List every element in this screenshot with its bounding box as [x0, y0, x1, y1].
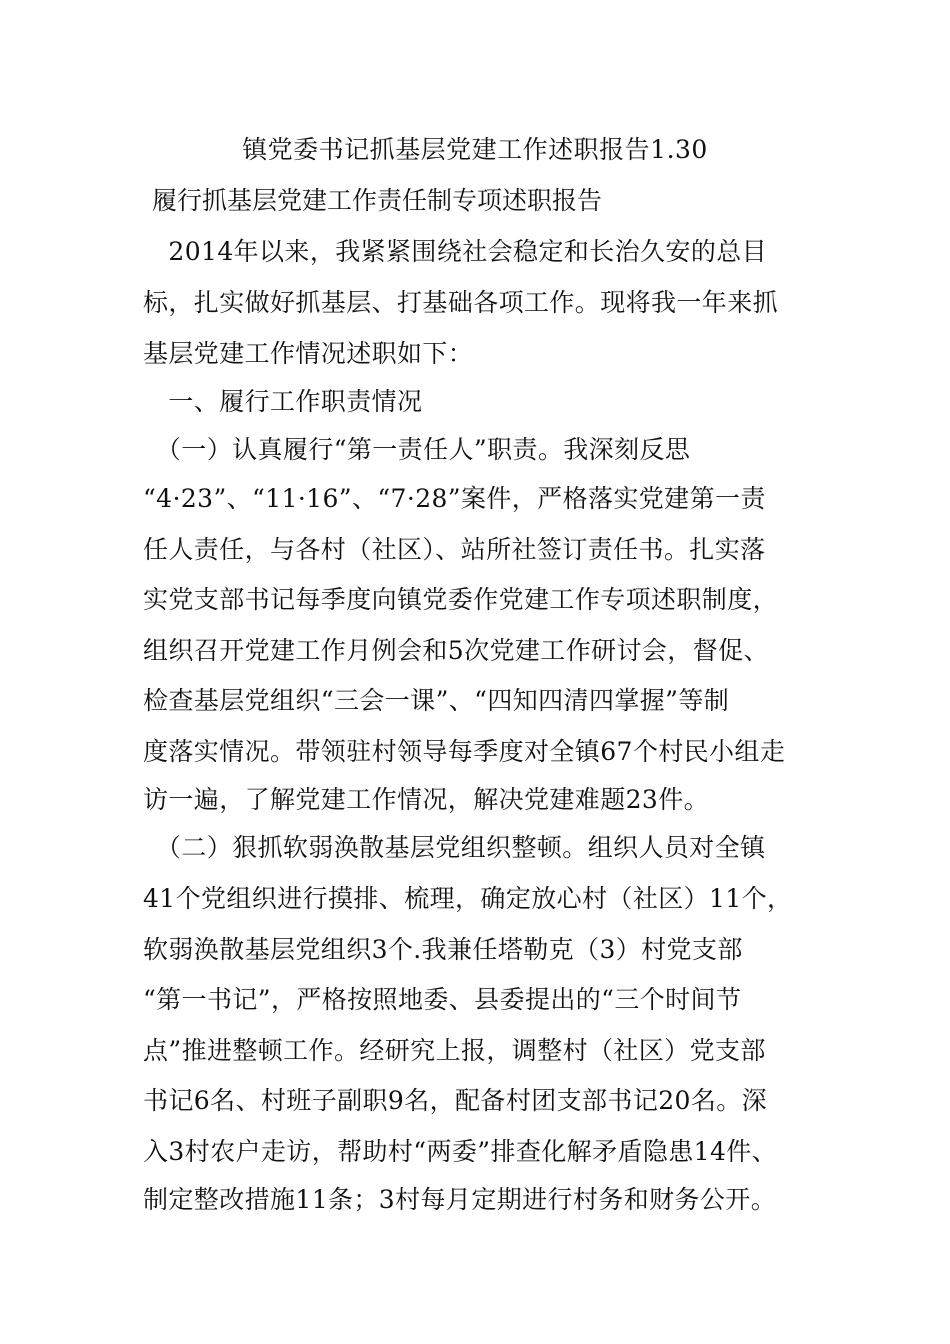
- document-title: 镇党委书记抓基层党建工作述职报告1.30: [242, 135, 708, 164]
- paragraph-line: 实党支部书记每季度向镇党委作党建工作专项述职制度，: [143, 585, 779, 614]
- paragraph-line: 2014年以来，我紧紧围绕社会稳定和长治久安的总目: [143, 237, 768, 266]
- paragraph-line: 检查基层党组织“三会一课”、“四知四清四掌握”等制: [143, 686, 730, 715]
- paragraph-line: “4·23”、“11·16”、“7·28”案件，严格落实党建第一责: [143, 484, 766, 513]
- paragraph-line: （二）狠抓软弱涣散基层党组织整顿。组织人员对全镇: [143, 833, 766, 862]
- document-subtitle: 履行抓基层党建工作责任制专项述职报告: [152, 186, 603, 215]
- paragraph-line: 度落实情况。带领驻村领导每季度对全镇67个村民小组走: [143, 737, 786, 766]
- paragraph-line: “第一书记”，严格按照地委、县委提出的“三个时间节: [143, 985, 742, 1014]
- paragraph-line: 标，扎实做好抓基层、打基础各项工作。现将我一年来抓: [143, 288, 779, 317]
- paragraph-line: 组织召开党建工作月例会和5次党建工作研讨会，督促、: [143, 636, 769, 665]
- paragraph-line: 41个党组织进行摸排、梳理，确定放心村（社区）11个，: [143, 884, 793, 913]
- paragraph-line: 任人责任，与各村（社区）、站所社签订责任书。扎实落: [143, 535, 766, 564]
- paragraph-line: 书记6名、村班子副职9名，配备村团支部书记20名。深: [143, 1086, 768, 1115]
- paragraph-line: 基层党建工作情况述职如下：: [143, 339, 474, 368]
- paragraph-line: 入3村农户走访，帮助村“两委”排查化解矛盾隐患14件、: [143, 1137, 778, 1166]
- paragraph-line: 制定整改措施11条；3村每月定期进行村务和财务公开。: [143, 1185, 777, 1214]
- section-heading: 一、履行工作职责情况: [143, 387, 423, 416]
- paragraph-line: 点”推进整顿工作。经研究上报，调整村（社区）党支部: [143, 1036, 766, 1065]
- paragraph-line: （一）认真履行“第一责任人”职责。我深刻反思: [143, 435, 691, 464]
- paragraph-line: 访一遍，了解党建工作情况，解决党建难题23件。: [143, 785, 710, 814]
- paragraph-line: 软弱涣散基层党组织3个.我兼任塔勒克（3）村党支部: [143, 935, 743, 964]
